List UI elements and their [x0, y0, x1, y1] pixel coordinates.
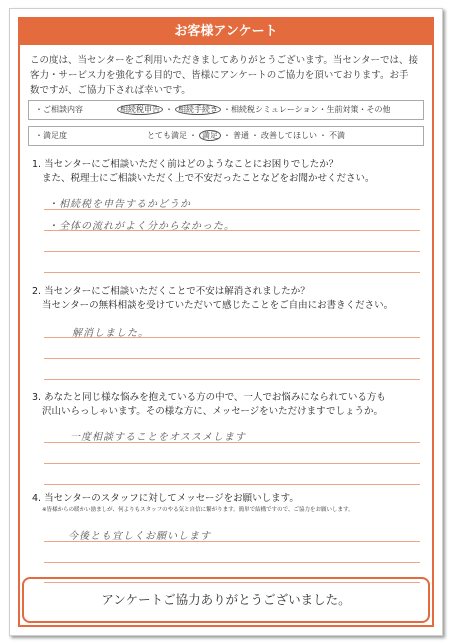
question-2: [32, 285, 422, 313]
satisfaction-box: [28, 126, 424, 146]
question-3: [32, 391, 422, 419]
intro-line: 客力・サービス力を強化する目的で、皆様にアンケートのご協力を頂いております。お手: [30, 70, 409, 81]
question-text: 1. 当センターにご相談いただく前はどのようなことにお困りでしたか？: [32, 159, 339, 170]
satisfaction-option-selected[interactable]: 満足: [199, 130, 221, 141]
survey-title: お客様アンケート: [20, 19, 432, 45]
question-text: また、税理士にご相談いただく上で不安だったことなどをお聞かせください。: [42, 173, 375, 184]
question-1: [32, 158, 422, 186]
answer-line: [44, 442, 420, 443]
intro-line: この度は、当センターをご利用いただきましてありがとうございます。当センターでは、接: [30, 55, 418, 66]
question-text: 2. 当センターにご相談いただくことで不安は解消されましたか？: [32, 286, 310, 297]
survey-frame: [18, 17, 434, 627]
answer-line: [44, 337, 420, 338]
answer-line: [44, 463, 420, 464]
consult-option-selected[interactable]: 相続税申告: [117, 104, 163, 115]
consult-option[interactable]: ・相続税シミュレーション・生前対策・その他: [223, 105, 391, 114]
question-note: ※皆様からの暖かい励ましが、何よりもスタッフのやる気と自信に繋がります。簡単で結構ですので、ご協力をお願いします。: [42, 507, 354, 513]
survey-sheet: [9, 8, 443, 636]
consult-option-selected[interactable]: 相続手続き: [175, 104, 221, 115]
question-4: [32, 492, 422, 514]
question-text: 3. あなたと同じ様な悩みを抱えている方の中で、一人でお悩みになられている方も: [32, 392, 386, 403]
answer-line: [44, 379, 420, 380]
question-text: 4. 当センターのスタッフに対してメッセージをお願いします。: [32, 493, 299, 504]
satisfaction-label: ・満足度: [35, 131, 67, 140]
separator: ・: [189, 131, 197, 140]
satisfaction-option[interactable]: 普通: [233, 131, 249, 140]
intro-line: 数ですが、ご協力下されば幸いです。: [30, 85, 191, 96]
question-text: 沢山いらっしゃいます。その様な方に、メッセージをいただけますでしょうか。: [42, 406, 383, 417]
handwritten-answer: 今後とも宜しくお願いします: [68, 531, 211, 542]
satisfaction-option[interactable]: 不満: [329, 131, 345, 140]
answer-line: [44, 230, 420, 231]
handwritten-answer: 一度相談することをオススメします: [70, 432, 246, 443]
separator: ・: [251, 131, 259, 140]
answer-line: [44, 562, 420, 563]
handwritten-answer: ・相続税を申告するかどうか: [48, 199, 191, 210]
question-text: 当センターの無料相談を受けていただいて感じたことをご自由にお書きください。: [42, 300, 394, 311]
consult-type-options: [117, 101, 393, 119]
separator: ・: [223, 131, 231, 140]
handwritten-answer: ・全体の流れがよく分からなかった。: [48, 221, 235, 232]
consult-type-box: [28, 100, 424, 120]
handwritten-answer: 解消しました。: [72, 328, 149, 339]
answer-line: [44, 358, 420, 359]
intro-text: [30, 53, 422, 98]
separator: ・: [165, 105, 173, 114]
consult-type-label: ・ご相談内容: [35, 105, 83, 114]
answer-line: [44, 209, 420, 210]
thank-you-banner: アンケートご協力ありがとうございました。: [22, 577, 430, 623]
satisfaction-option[interactable]: 改善してほしい: [261, 131, 317, 140]
answer-line: [44, 272, 420, 273]
separator: ・: [319, 131, 327, 140]
satisfaction-option[interactable]: とても満足: [147, 131, 187, 140]
answer-line: [44, 484, 420, 485]
answer-line: [44, 251, 420, 252]
satisfaction-options: [147, 127, 347, 145]
answer-line: [44, 541, 420, 542]
